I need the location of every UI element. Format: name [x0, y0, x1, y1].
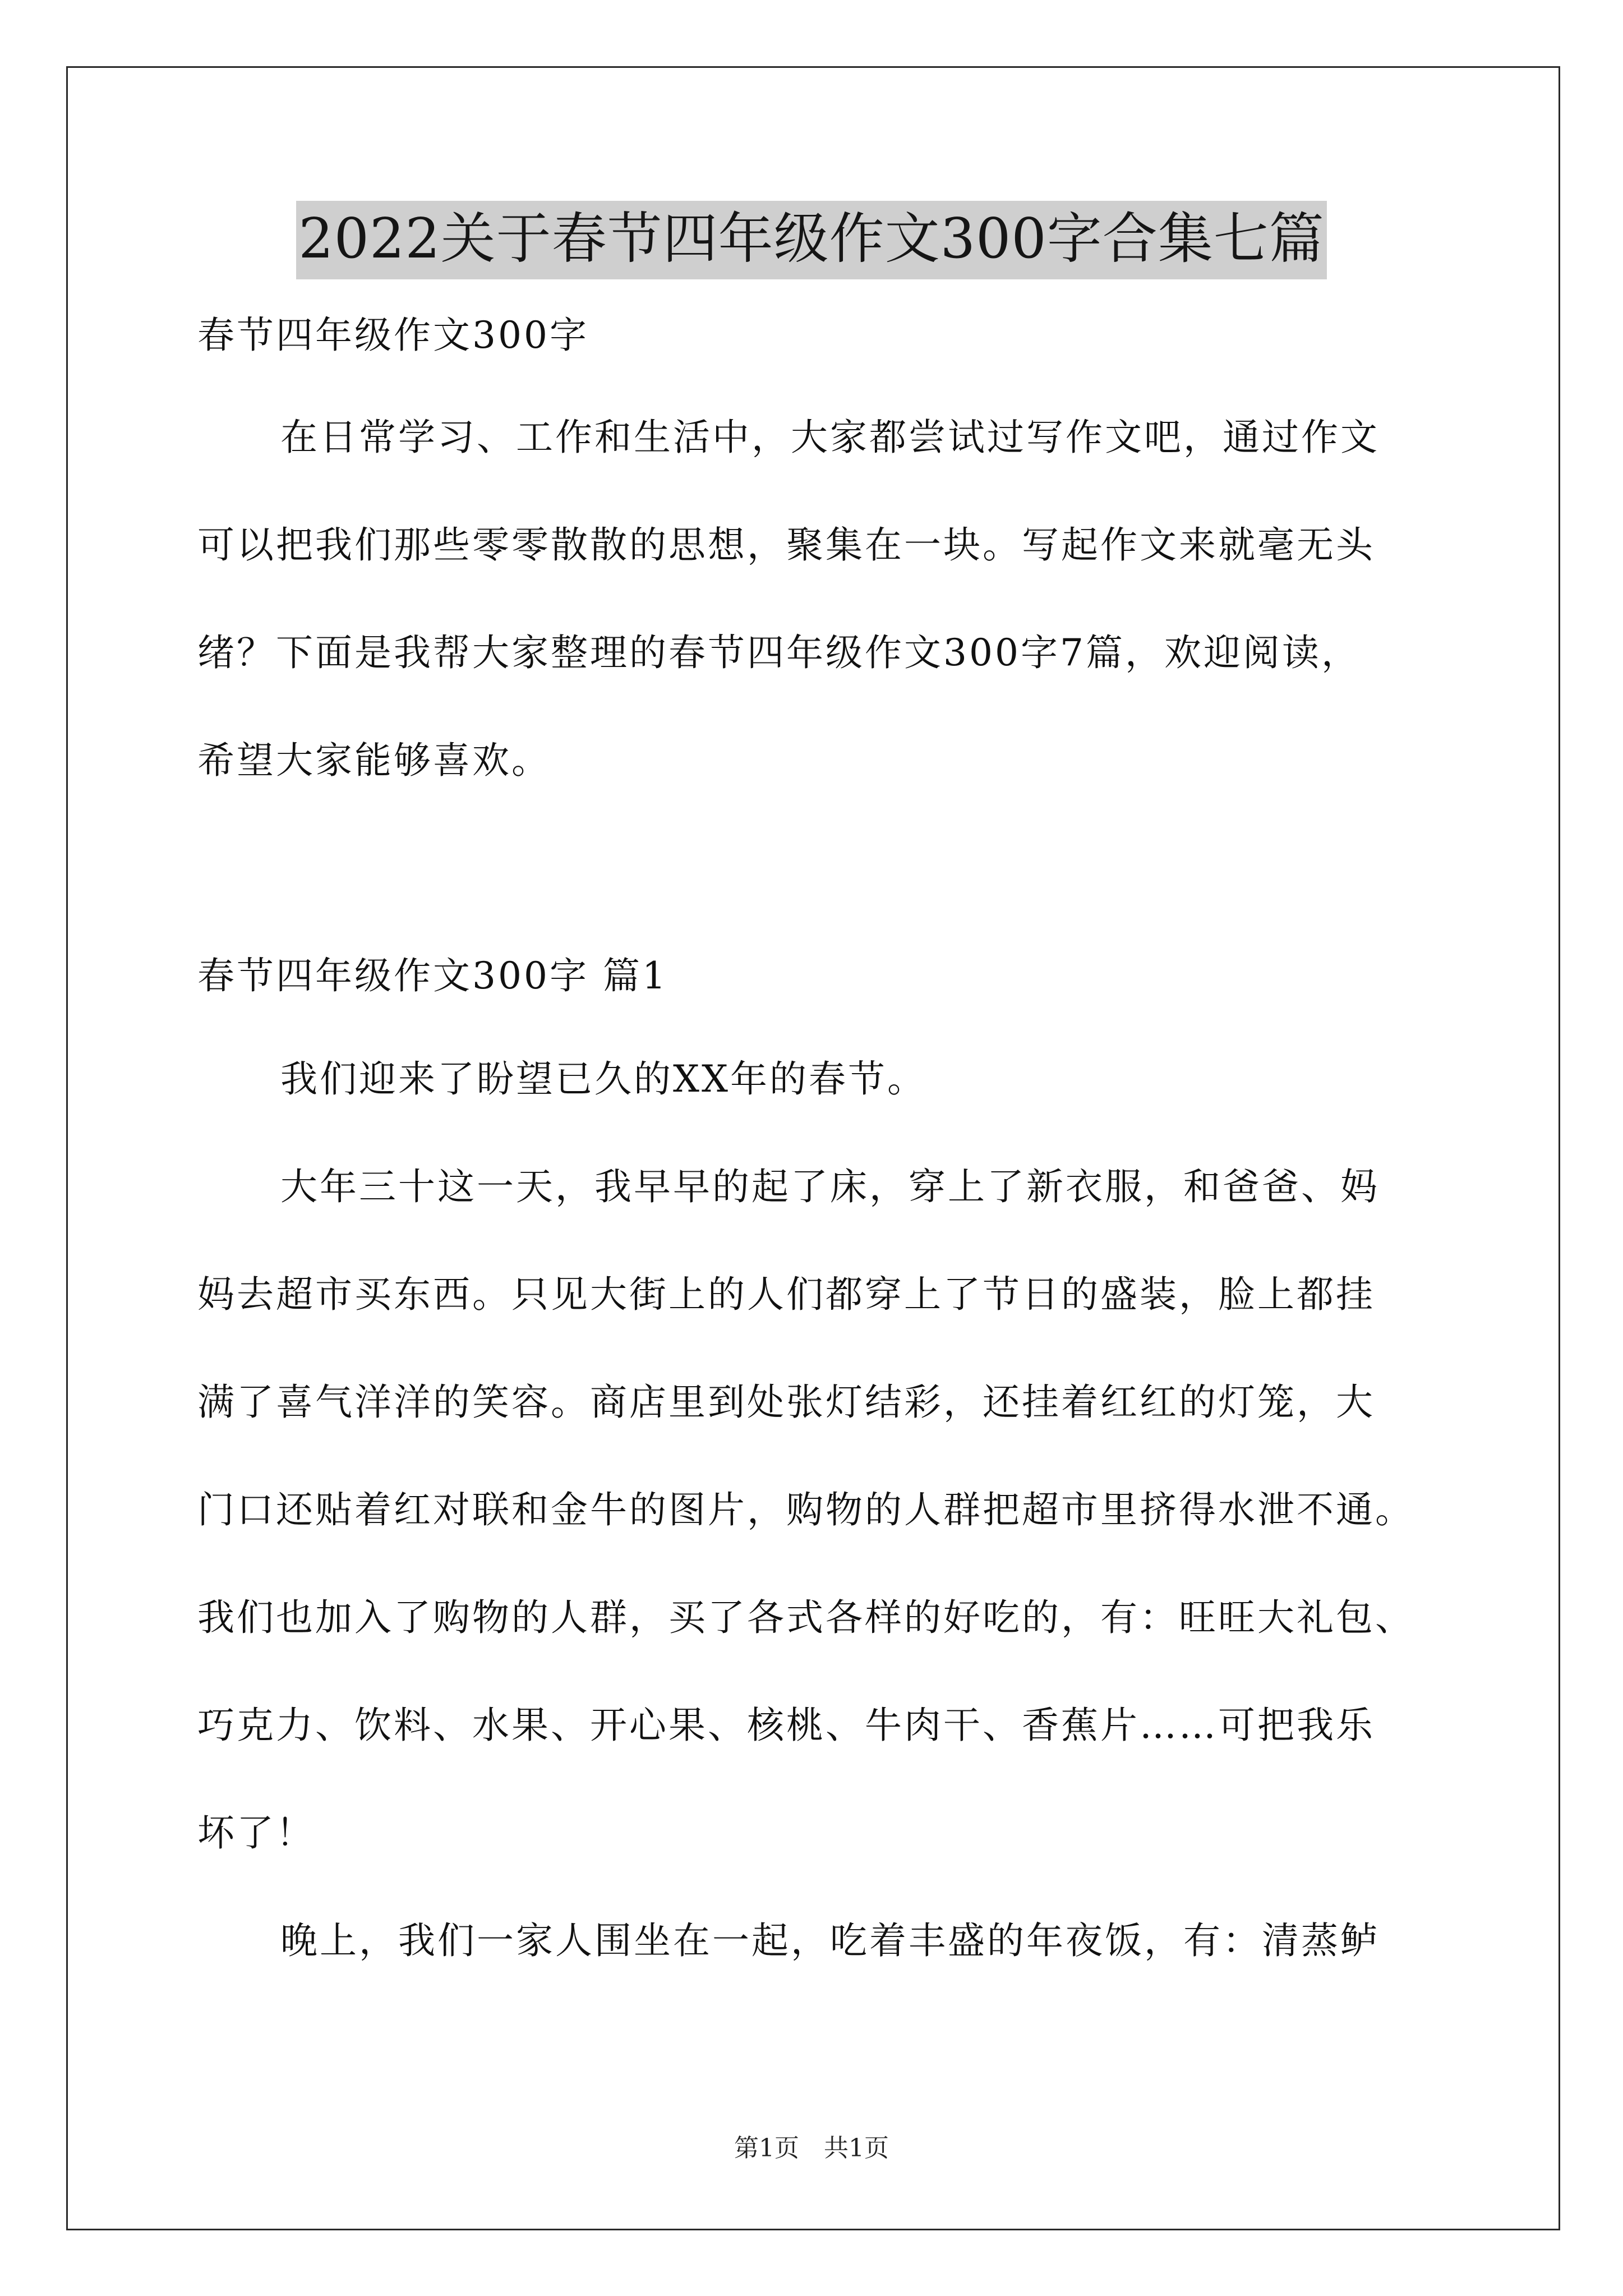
essay-1-paragraph-2-line-3: 满了喜气洋洋的笑容。商店里到处张灯结彩，还挂着红红的灯笼，大: [197, 1381, 1375, 1424]
page-border: [66, 66, 1560, 2230]
essay-1-paragraph-2-line-5: 我们也加入了购物的人群，买了各式各样的好吃的，有：旺旺大礼包、: [197, 1596, 1414, 1639]
title-wrapper: [0, 201, 1623, 279]
intro-heading: 春节四年级作文300字: [197, 314, 589, 357]
essay-1-paragraph-3-line-1: 晚上，我们一家人围坐在一起，吃着丰盛的年夜饭，有：清蒸鲈: [280, 1919, 1380, 1962]
essay-1-paragraph-2-line-7: 坏了！: [197, 1811, 315, 1855]
intro-line-2: 可以把我们那些零零散散的思想，聚集在一块。写起作文来就毫无头: [197, 523, 1375, 567]
essay-1-paragraph-1: 我们迎来了盼望已久的XX年的春节。: [280, 1057, 926, 1101]
essay-1-paragraph-2-line-2: 妈去超市买东西。只见大街上的人们都穿上了节日的盛装，脸上都挂: [197, 1273, 1375, 1316]
essay-1-paragraph-2-line-6: 巧克力、饮料、水果、开心果、核桃、牛肉干、香蕉片……可把我乐: [197, 1704, 1375, 1747]
intro-line-3: 绪？下面是我帮大家整理的春节四年级作文300字7篇，欢迎阅读，: [197, 631, 1361, 674]
document-title: 2022关于春节四年级作文300字合集七篇: [296, 201, 1326, 279]
intro-line-1: 在日常学习、工作和生活中，大家都尝试过写作文吧，通过作文: [280, 416, 1380, 459]
intro-line-4: 希望大家能够喜欢。: [197, 739, 551, 782]
essay-1-paragraph-2-line-4: 门口还贴着红对联和金牛的图片，购物的人群把超市里挤得水泄不通。: [197, 1488, 1414, 1531]
page-footer: [0, 2133, 1623, 2164]
essay-1-paragraph-2-line-1: 大年三十这一天，我早早的起了床，穿上了新衣服，和爸爸、妈: [280, 1165, 1380, 1208]
page-total: 共1页: [824, 2134, 889, 2162]
page-number: 第1页: [734, 2134, 799, 2162]
essay-1-heading: 春节四年级作文300字 篇1: [197, 954, 668, 997]
